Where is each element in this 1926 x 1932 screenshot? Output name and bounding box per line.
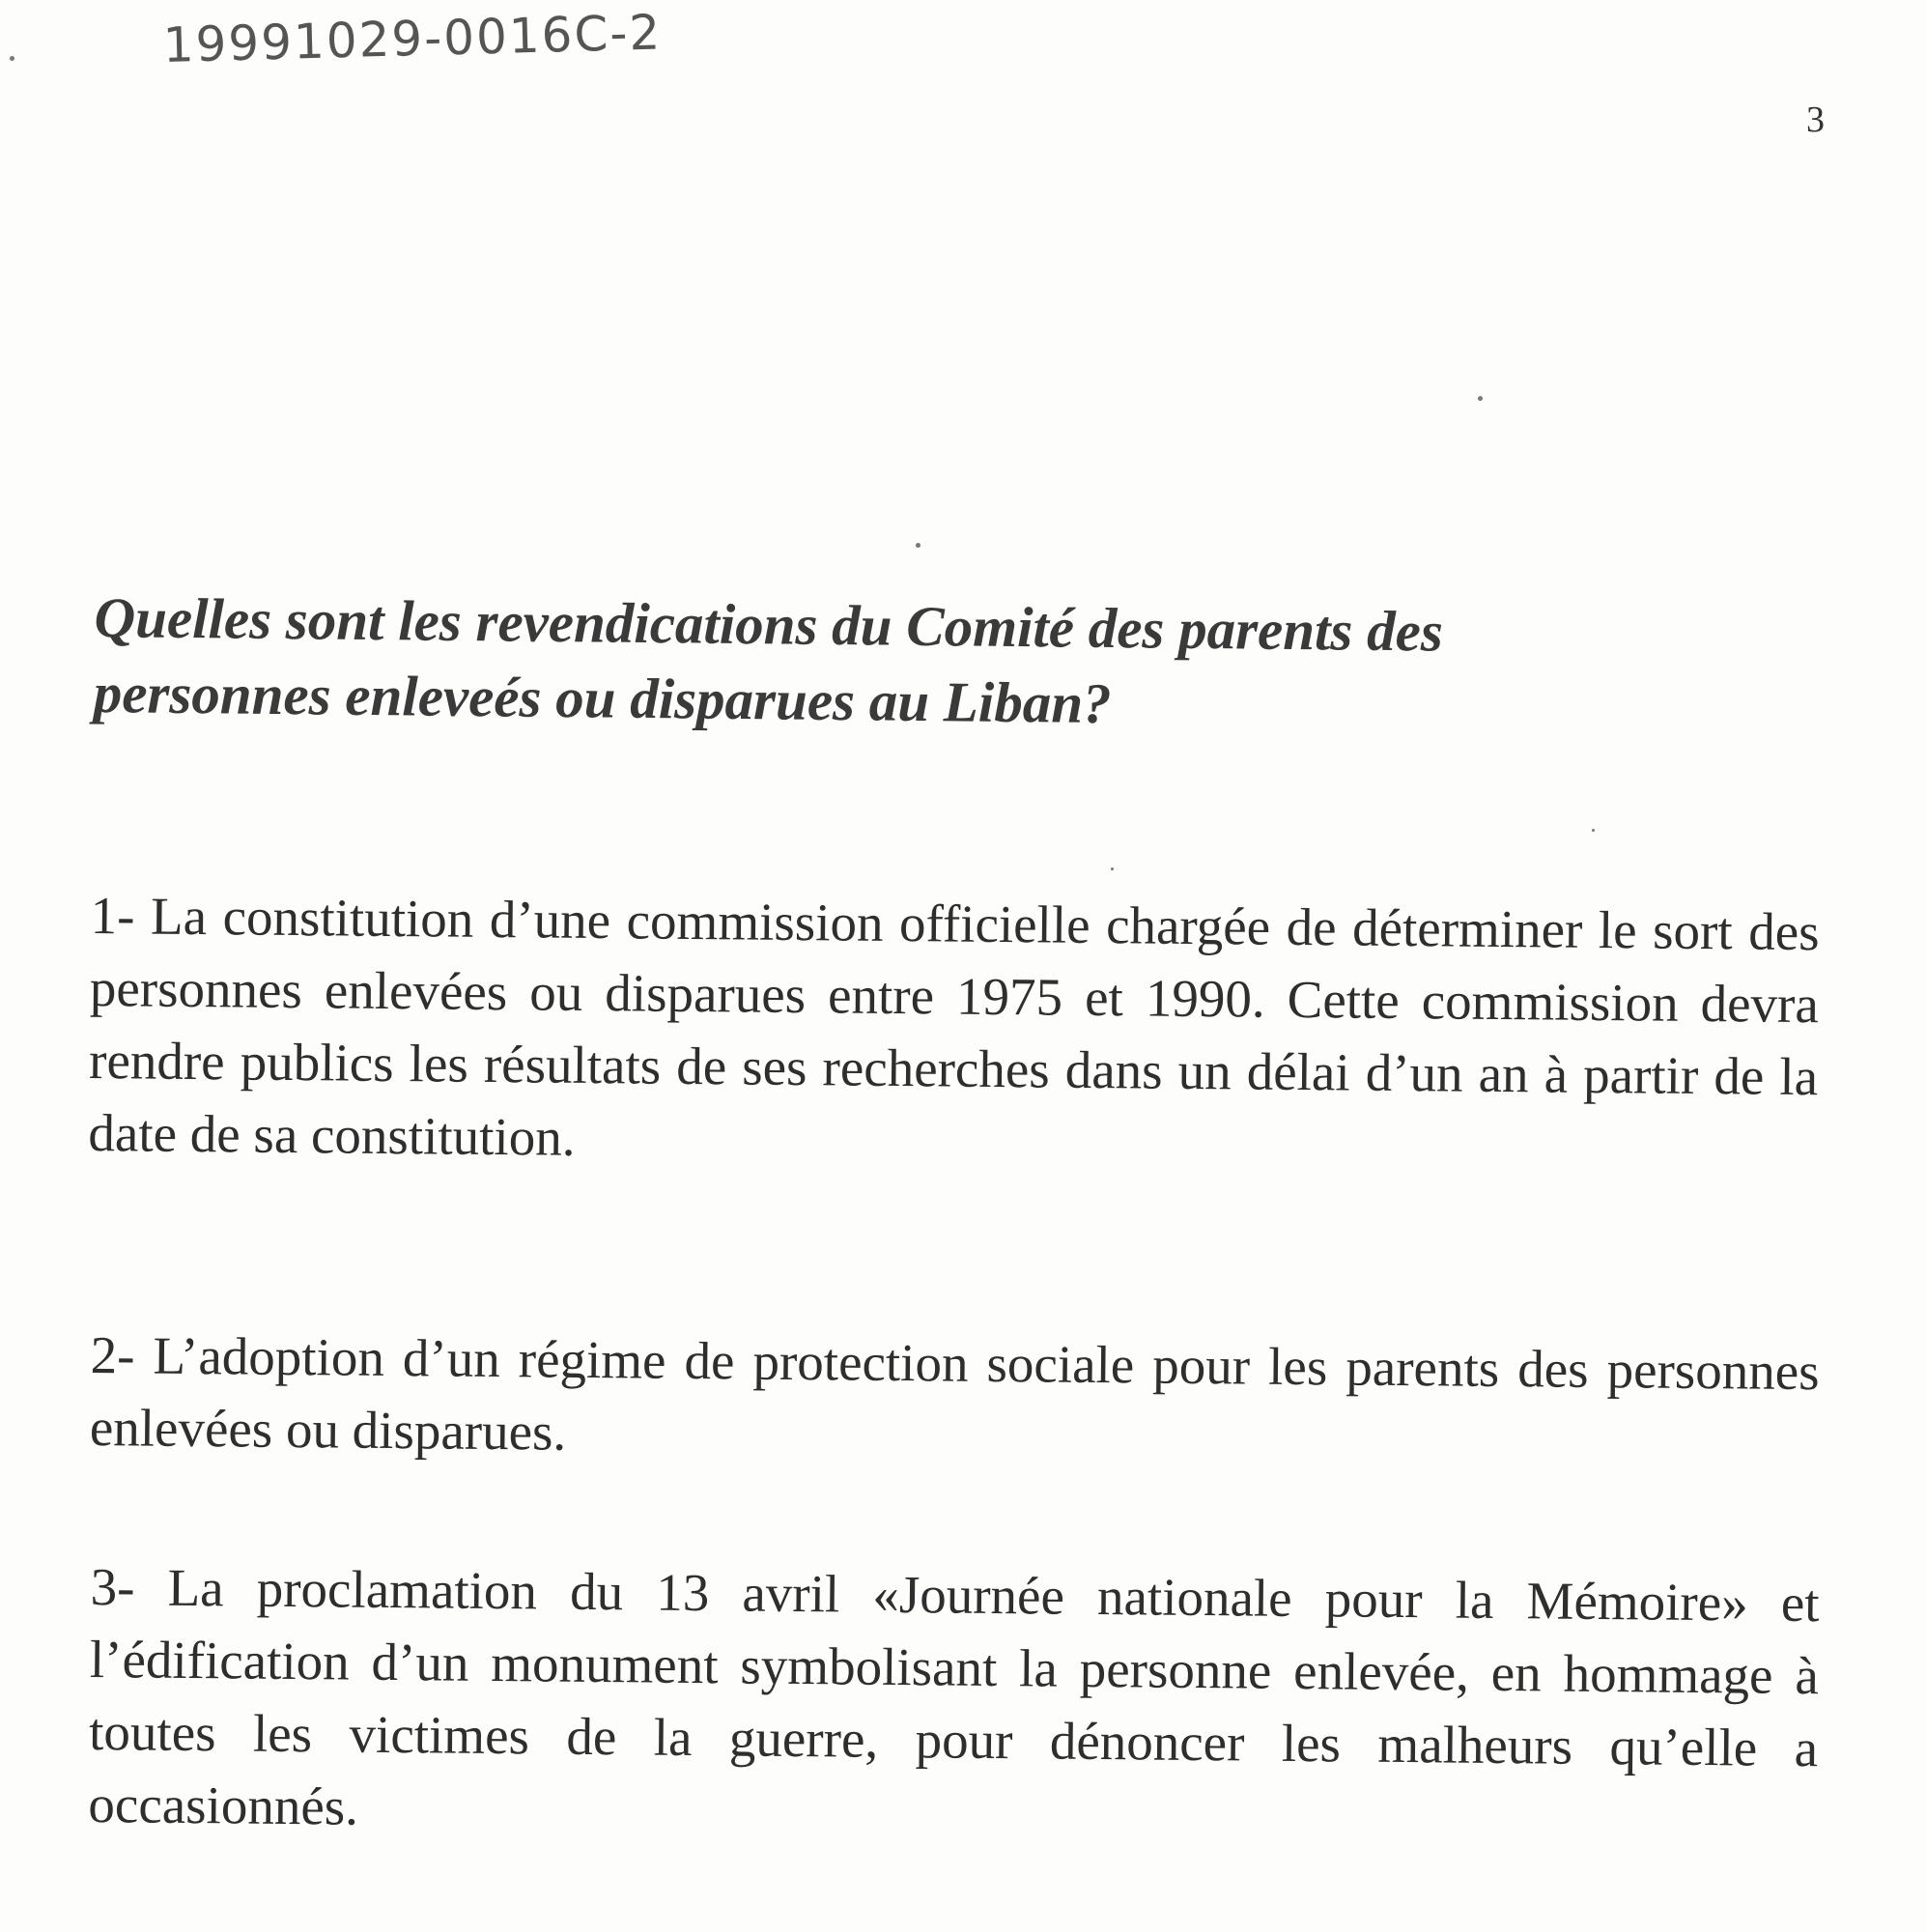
demand-item-1	[88, 879, 1820, 1185]
scan-speck	[1111, 867, 1114, 870]
demand-item-3	[88, 1550, 1820, 1857]
item-text: L’adoption d’un régime de protection sociale pour les parents des personnes enlevées ou disparues.	[89, 1325, 1820, 1462]
demand-item-2	[90, 1319, 1820, 1480]
document-heading: Quelles sont les revendications du Comité des parents des personnes enleveés ou disparues au Liban?	[93, 584, 1444, 736]
scan-speck	[1592, 829, 1595, 832]
item-number: 2-	[90, 1324, 135, 1385]
item-text: La constitution d’une commission officielle chargée de déterminer le sort des personnes enlevées ou disparues entre 1975 et 1990. Cette commission devra rendre publics les résultats de ses recherches dans un délai d’un an à partir de la date de sa constitution.	[88, 886, 1820, 1167]
page-number: 3	[1806, 99, 1825, 140]
scan-speck	[10, 56, 14, 61]
item-number: 3-	[90, 1556, 135, 1617]
scan-speck	[1478, 396, 1483, 401]
item-number: 1-	[90, 885, 135, 946]
handwritten-reference: 19991029-0016C-2	[162, 4, 663, 73]
item-text: La proclamation du 13 avril «Journée nationale pour la Mémoire» et l’édification d’un monument symbolisant la personne enlevée, en hommage à toutes les victimes de la guerre, pour dénoncer les malheurs qu’elle a occasionnés.	[88, 1557, 1820, 1836]
scan-speck	[916, 543, 921, 548]
